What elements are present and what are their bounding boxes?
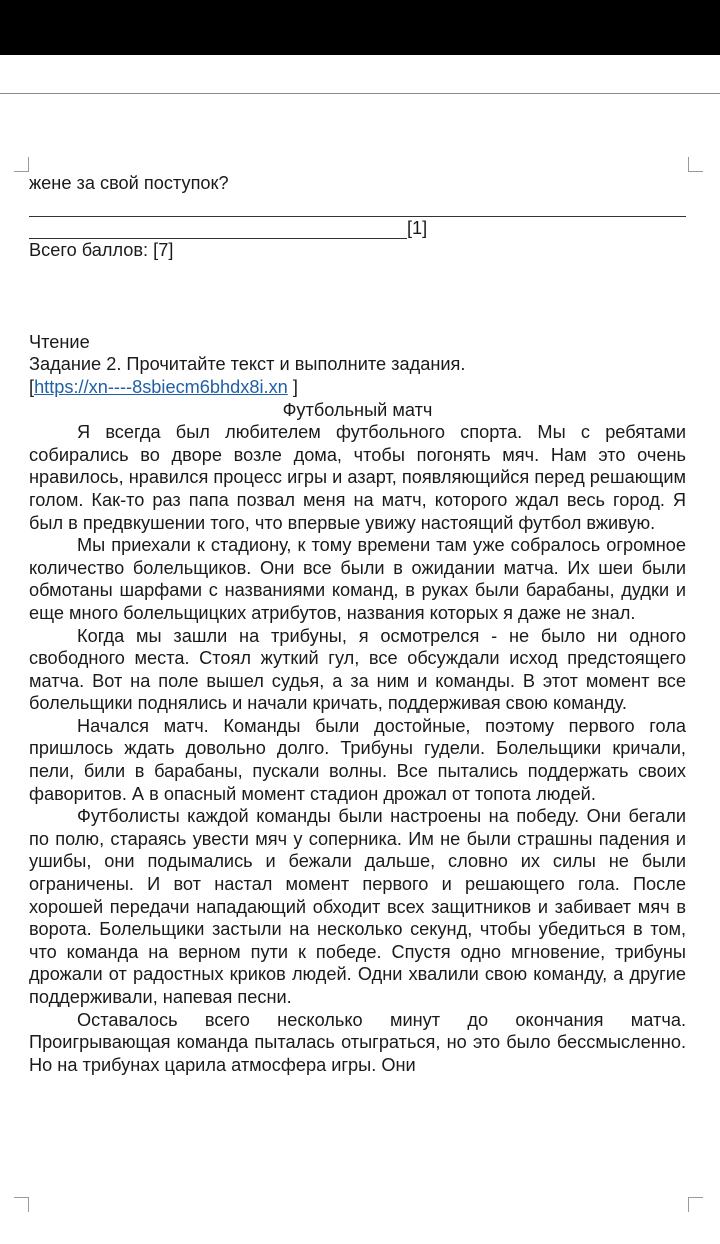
paragraph-2: Мы приехали к стадиону, к тому времени там уже собралось огромное количество болельщиков. Они все были в ожидании матча. Их шеи были обмотаны шарфами с названиями команд, в руках были барабаны, дудки и еще много болельщицких атрибутов, названия которых я даже не знал. bbox=[29, 535, 686, 623]
paragraph-4: Начался матч. Команды были достойные, поэтому первого гола пришлось ждать довольно долго. Трибуны гудели. Болельщики кричали, пели, били в барабаны, пускали волны. Все пытались поддержать своих фаворитов. А в опасный момент стадион дрожал от топота людей. bbox=[29, 715, 686, 804]
margin-mark-bottom-right bbox=[688, 1197, 703, 1212]
task-label: Задание 2. bbox=[29, 354, 122, 375]
paragraph-3: Когда мы зашли на трибуны, я осмотрелся - не было ни одного свободного места. Стоял жуткий гул, все обсуждали исход предстоящего матча. Вот на поле вышел судья, а за ним и команды. В этот момент все болельщики поднялись и начали кричать, поддерживая свою команду. bbox=[29, 625, 686, 714]
answer-line-short bbox=[29, 220, 407, 239]
margin-mark-top-left bbox=[14, 157, 29, 172]
paragraph-1: Я всегда был любителем футбольного спорта. Мы с ребятами собирались во дворе возле дома, чтобы погонять мяч. Нам это очень нравилось, нравился процесс игры и азарт, появляющийся перед решающим голом. Как-то раз папа позвал меня на матч, которого ждал весь город. Я был в предвкушении того, что впервые увижу настоящий футбол вживую. bbox=[29, 422, 686, 533]
status-bar bbox=[0, 0, 720, 55]
total-score: Всего баллов: [7] bbox=[29, 240, 174, 261]
story-title: Футбольный матч bbox=[282, 399, 433, 420]
section-heading: Чтение bbox=[29, 331, 90, 352]
source-link[interactable]: https://xn----8sbiecm6bhdx8i.xn bbox=[34, 376, 288, 397]
paragraph-5: Футболисты каждой команды были настроены на победу. Они бегали по полю, стараясь увести мяч у соперника. Им не были страшны падения и ушибы, они подымались и бежали дальше, словно их силы не были ограничены. И вот настал момент первого и решающего гола. После хорошей передачи нападающий обходит всех защитников и забивает мяч в ворота. Болельщики застыли на несколько секунд, чтобы убедиться в том, что команда на верном пути к победе. Спустя одно мгновение, трибуны дрожали от радостных криков людей. Одни хвалили свою команду, а другие поддерживали, напевая песни. bbox=[29, 806, 686, 1007]
header-divider bbox=[0, 93, 720, 94]
margin-mark-bottom-left bbox=[14, 1197, 29, 1212]
link-bracket-open: [ bbox=[29, 376, 35, 397]
task-heading bbox=[29, 353, 686, 376]
answer-line bbox=[29, 195, 686, 217]
question-tail: жене за свой поступок? bbox=[29, 173, 229, 193]
paragraph-6: Оставалось всего несколько минут до окончания матча. Проигрывающая команда пыталась отыграться, но это было бессмысленно. Но на трибунах царила атмосфера игры. Они bbox=[29, 1009, 686, 1075]
answer-line-row bbox=[29, 217, 686, 240]
points-mark: [1] bbox=[407, 217, 428, 238]
source-link-row bbox=[29, 376, 686, 399]
margin-mark-top-right bbox=[688, 157, 703, 172]
document-page bbox=[29, 172, 686, 1076]
task-text: Прочитайте текст и выполните задания. bbox=[121, 354, 466, 375]
link-bracket-close: ] bbox=[287, 376, 298, 397]
